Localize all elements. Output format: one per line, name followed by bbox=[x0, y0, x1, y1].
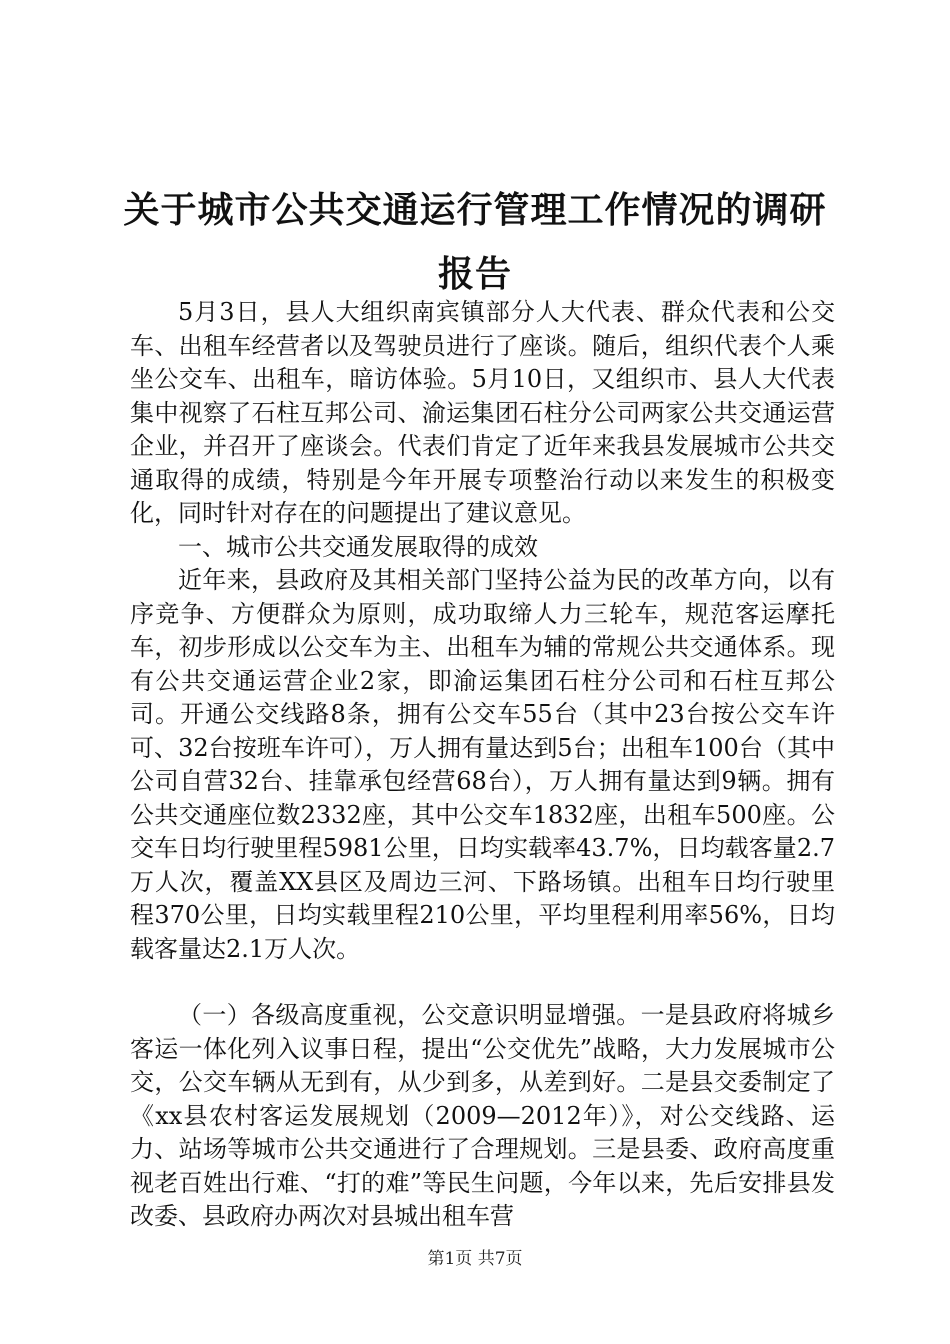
paragraph-spacer bbox=[130, 966, 835, 999]
section-heading: 一、城市公共交通发展取得的成效 bbox=[178, 532, 538, 561]
section-paragraph: 近年来，县政府及其相关部门坚持公益为民的改革方向，以有序竞争、方便群众为原则，成功取缔人力三轮车，规范客运摩托车，初步形成以公交车为主、出租车为辅的常规公共交通体系。现有公共交通运营企业2家，即渝运集团石柱分公司和石柱互邦公司。开通公交线路8条，拥有公交车55台（其中23台按公交车许可、32台按班车许可），万人拥有量达到5台；出租车100台（其中公司自营32台、挂靠承包经营68台），万人拥有量达到9辆。拥有公共交通座位数2332座，其中公交车1832座，出租车500座。公交车日均行驶里程5981公里，日均实载率43.7%，日均载客量2.7万人次，覆盖XX县区及周边三河、下路场镇。出租车日均行驶里程370公里，日均实载里程210公里，平均里程利用率56%，日均载客量达2.1万人次。 bbox=[130, 566, 835, 963]
subsection-paragraph: （一）各级高度重视，公交意识明显增强。一是县政府将城乡客运一体化列入议事日程，提出“公交优先”战略，大力发展城市公交，公交车辆从无到有，从少到多，从差到好。二是县交委制定了《xx县农村客运发展规划（2009—2012年）》，对公交线路、运力、站场等城市公共交通进行了合理规划。三是县委、政府高度重视老百姓出行难、“打的难”等民生问题，今年以来，先后安排县发改委、县政府办两次对县城出租车营 bbox=[130, 1001, 835, 1230]
document-title: 关于城市公共交通运行管理工作情况的调研报告 bbox=[123, 189, 827, 295]
page-number-footer: 第1页 共7页 bbox=[427, 1249, 523, 1269]
document-body bbox=[130, 296, 835, 1234]
intro-paragraph: 5月3日，县人大组织南宾镇部分人大代表、群众代表和公交车、出租车经营者以及驾驶员进行了座谈。随后，组织代表个人乘坐公交车、出租车，暗访体验。5月10日，又组织市、县人大代表集中视察了石柱互邦公司、渝运集团石柱分公司两家公共交通运营企业，并召开了座谈会。代表们肯定了近年来我县发展城市公共交通取得的成绩，特别是今年开展专项整治行动以来发生的积极变化，同时针对存在的问题提出了建议意见。 bbox=[130, 298, 835, 527]
